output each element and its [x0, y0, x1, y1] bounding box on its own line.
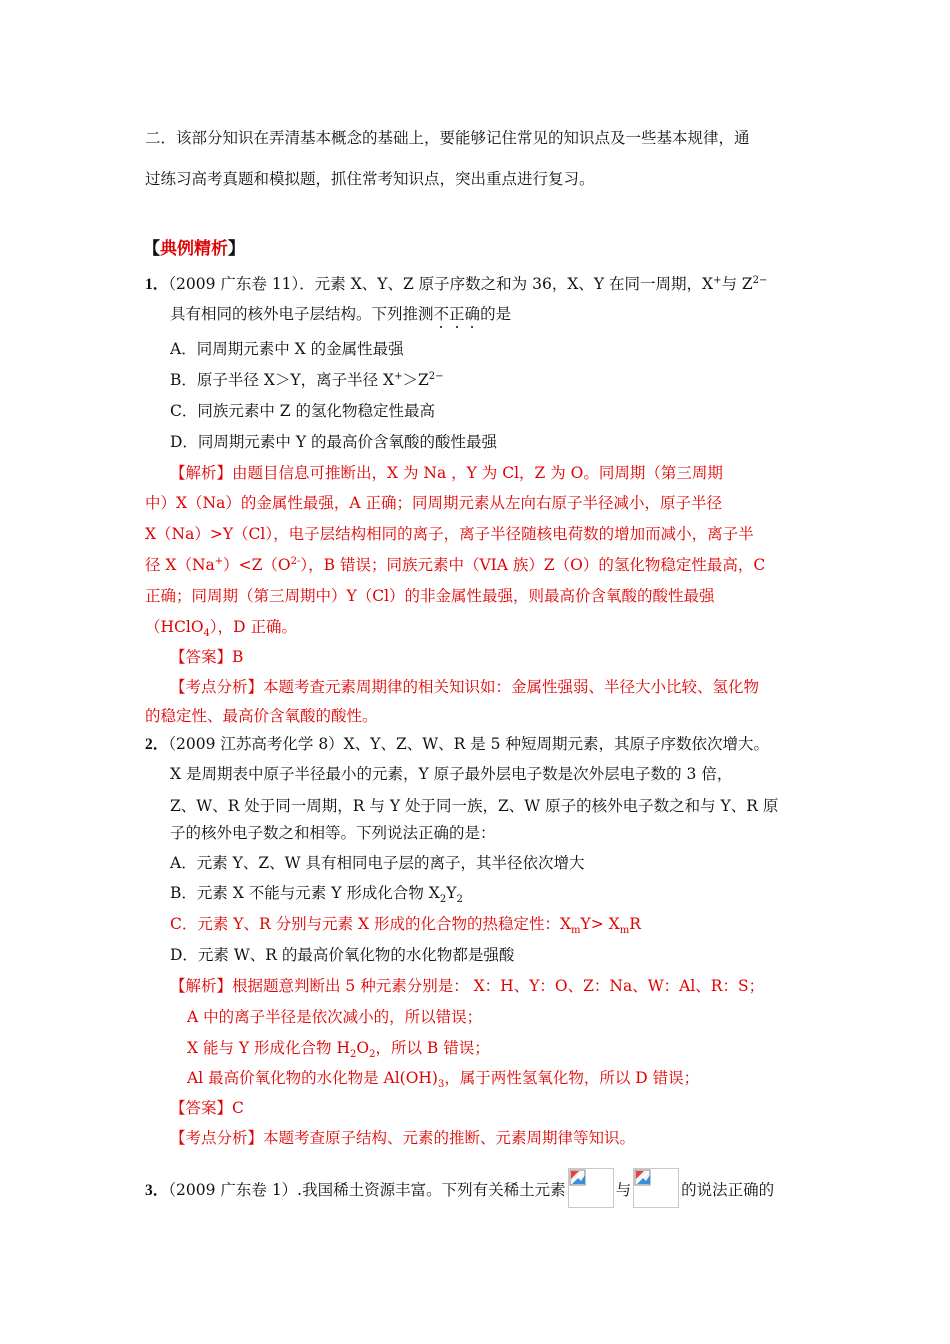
- broken-image-icon: [568, 1168, 614, 1208]
- q2-stem-line-1: 2．（2009 江苏高考化学 8）X、Y、Z、W、R 是 5 种短周期元素，其原子序数依次增大。: [145, 735, 769, 753]
- q1-exp-line-3: X（Na）>Y（Cl），电子层结构相同的离子，离子半径随核电荷数的增加而减小，离子半: [145, 525, 754, 543]
- q1-exp-line-6: （HClO$_4$），D 正确。: [145, 618, 298, 640]
- heading-bracket-close: 】: [228, 239, 245, 259]
- q1-option-c: C．同族元素中 Z 的氢化物稳定性最高: [170, 402, 435, 420]
- q2-option-c: C．元素 Y、R 分别与元素 X 形成的化合物的热稳定性：$X_mY> X_mR$: [170, 915, 641, 937]
- heading-bracket-open: 【: [143, 239, 160, 259]
- q2-stem-line-2: X 是周期表中原子半径最小的元素，Y 原子最外层电子数是次外层电子数的 3 倍，: [170, 765, 733, 783]
- intro-line-2: 过练习高考真题和模拟题，抓住常考知识点，突出重点进行复习。: [145, 170, 595, 188]
- q1-option-b: B．原子半径 X＞Y，离子半径 $X^+>Z^{2-}$: [170, 370, 444, 389]
- q2-stem-line-3: Z、W、R 处于同一周期，R 与 Y 处于同一族，Z、W 原子的核外电子数之和与 Y、R 原: [170, 797, 779, 815]
- q2-option-a: A．元素 Y、Z、W 具有相同电子层的离子，其半径依次增大: [170, 854, 585, 872]
- q1-exp-line-4: 径 $X(Na^+)<Z(O^{2-})$，B 错误；同族元素中（VIA 族）Z（O）的氢化物稳定性最高，C: [145, 555, 766, 574]
- q2-analysis: 【考点分析】本题考查原子结构、元素的推断、元素周期律等知识。: [170, 1129, 636, 1147]
- q1-analysis-line-2: 的稳定性、最高价含氧酸的酸性。: [145, 707, 378, 725]
- q2-number: 2．: [145, 736, 169, 753]
- q2-exp-line-1: 【解析】根据题意判断出 5 种元素分别是： X：H、Y：O、Z：Na、W：Al、R：S；: [170, 977, 765, 995]
- q2-stem-line-4: 子的核外电子数之和相等。下列说法正确的是：: [170, 824, 496, 842]
- q1-analysis-line-1: 【考点分析】本题考查元素周期律的相关知识如：金属性强弱、半径大小比较、氢化物: [170, 678, 760, 696]
- section-heading: [143, 239, 245, 259]
- emphasis-char: 不: [433, 305, 450, 323]
- intro-line-1: 二．该部分知识在弄清基本概念的基础上，要能够记住常见的知识点及一些基本规律，通: [145, 129, 750, 147]
- q1-stem-line-2: 具有相同的核外电子层结构。下列推测不正确的是: [170, 305, 512, 323]
- q1-exp-line-5: 正确；同周期（第三周期中）Y（Cl）的非金属性最强，则最高价含氧酸的酸性最强: [145, 587, 715, 605]
- q1-stem-line-1: 1．（2009 广东卷 11）．元素 X、Y、Z 原子序数之和为 36，X、Y 在同一周期，X+与 $Z^{2-}$: [145, 274, 768, 293]
- q1-option-a: A．同周期元素中 X 的金属性最强: [170, 340, 404, 358]
- q1-number: 1．: [145, 276, 169, 293]
- q2-exp-line-3: X 能与 Y 形成化合物 $H_2O_2$，所以 B 错误；: [187, 1039, 490, 1061]
- q2-exp-line-2: A 中的离子半径是依次减小的，所以错误；: [187, 1008, 483, 1026]
- q3-number: 3．: [145, 1182, 169, 1199]
- broken-image-icon: [633, 1168, 679, 1208]
- q2-option-d: D．元素 W、R 的最高价氧化物的水化物都是强酸: [170, 946, 515, 964]
- q2-exp-line-4: Al 最高价氧化物的水化物是 $Al(OH)_3$，属于两性氢氧化物，所以 D 错误；: [187, 1069, 700, 1091]
- emphasis-char: 正: [449, 305, 465, 323]
- q1-exp-line-1: 【解析】由题目信息可推断出，X 为 Na ，Y 为 Cl，Z 为 O。同周期（第三周期: [170, 464, 723, 482]
- emphasis-char: 确: [464, 305, 481, 323]
- q2-answer: 【答案】C: [170, 1099, 244, 1117]
- q1-exp-line-2: 中）X（Na）的金属性最强，A 正确；同周期元素从左向右原子半径减小，原子半径: [145, 494, 722, 512]
- q3-stem-line-1: 3．（2009 广东卷 1）.我国稀土资源丰富。下列有关稀土元素 与 的说法正确的: [145, 1168, 774, 1208]
- q2-option-b: B．元素 X 不能与元素 Y 形成化合物 $X_2Y_2$: [170, 884, 463, 906]
- heading-title: 典例精析: [160, 239, 228, 259]
- q1-answer: 【答案】B: [170, 648, 244, 666]
- q1-option-d: D．同周期元素中 Y 的最高价含氧酸的酸性最强: [170, 433, 498, 451]
